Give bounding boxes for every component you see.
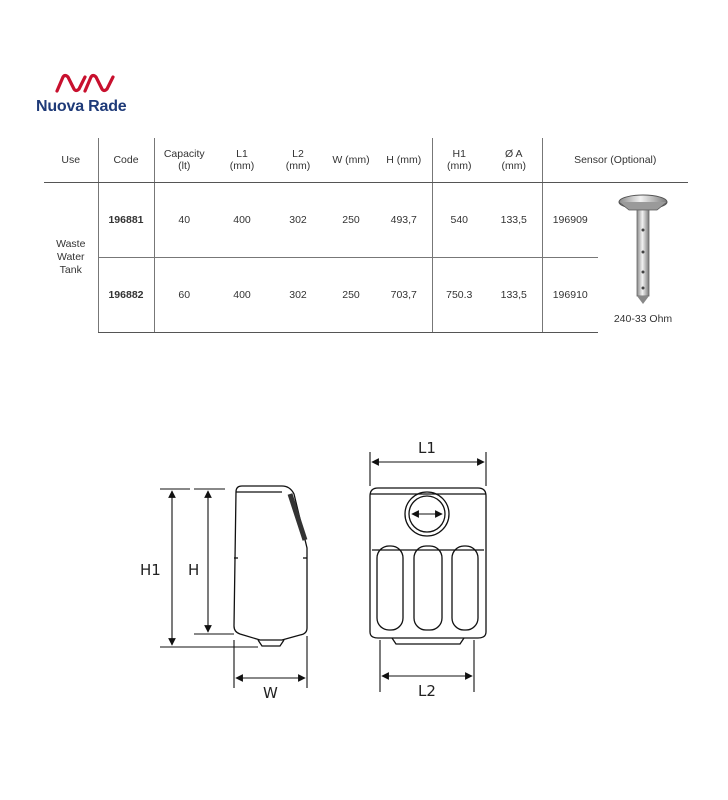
- cell-l1: 400: [233, 214, 251, 226]
- h-label: H: [188, 561, 200, 579]
- table-row: [44, 258, 688, 333]
- header-diameter-a: Ø A (mm): [486, 138, 542, 183]
- cell-l2: 302: [270, 258, 326, 333]
- cell-code: 196882: [98, 258, 154, 333]
- w-label: W: [263, 684, 278, 702]
- cell-sensor-code: 196910: [542, 258, 598, 333]
- sensor-probe-icon: [613, 190, 673, 308]
- cell-use: Waste Water Tank: [56, 238, 86, 277]
- cell-l2: 302: [289, 214, 307, 226]
- front-view: [370, 488, 486, 644]
- table-row: [44, 183, 688, 258]
- cell-h: 703,7: [376, 258, 432, 333]
- l1-label: L1: [418, 439, 436, 457]
- header-h1: H1 (mm): [432, 138, 486, 183]
- l2-label: L2: [418, 682, 436, 700]
- cell-capacity: 60: [154, 258, 214, 333]
- specifications-table: [44, 138, 688, 333]
- cell-h: 493,7: [390, 214, 417, 226]
- cell-w: 250: [326, 258, 376, 333]
- nuova-rade-logo-mark: [54, 72, 116, 94]
- sensor-image-cell: [598, 183, 688, 333]
- header-h: H (mm): [376, 138, 432, 183]
- header-use: Use: [44, 138, 98, 183]
- brand-logo: [36, 72, 146, 122]
- tank-dimension-drawing: [0, 420, 728, 720]
- header-l2: L2 (mm): [270, 138, 326, 183]
- header-sensor: Sensor (Optional): [542, 138, 688, 183]
- header-l1: L1 (mm): [214, 138, 270, 183]
- side-view: [234, 486, 307, 646]
- cell-code: 196881: [98, 183, 154, 258]
- header-capacity: Capacity (lt): [154, 138, 214, 183]
- cell-capacity: 40: [154, 183, 214, 258]
- brand-name: Nuova Rade: [36, 98, 127, 115]
- cell-h1: 540: [432, 183, 486, 258]
- table-header-row: [44, 138, 688, 183]
- cell-sensor-code: 196909: [542, 183, 598, 258]
- sensor-caption: 240-33 Ohm: [613, 313, 673, 326]
- header-code: Code: [98, 138, 154, 183]
- cell-diameter-a: 133,5: [486, 258, 542, 333]
- cell-w: 250: [342, 214, 360, 226]
- cell-l1: 400: [214, 258, 270, 333]
- header-w: W (mm): [326, 138, 376, 183]
- h1-label: H1: [140, 561, 161, 579]
- cell-h1: 750.3: [432, 258, 486, 333]
- cell-diameter-a: 133,5: [500, 214, 527, 226]
